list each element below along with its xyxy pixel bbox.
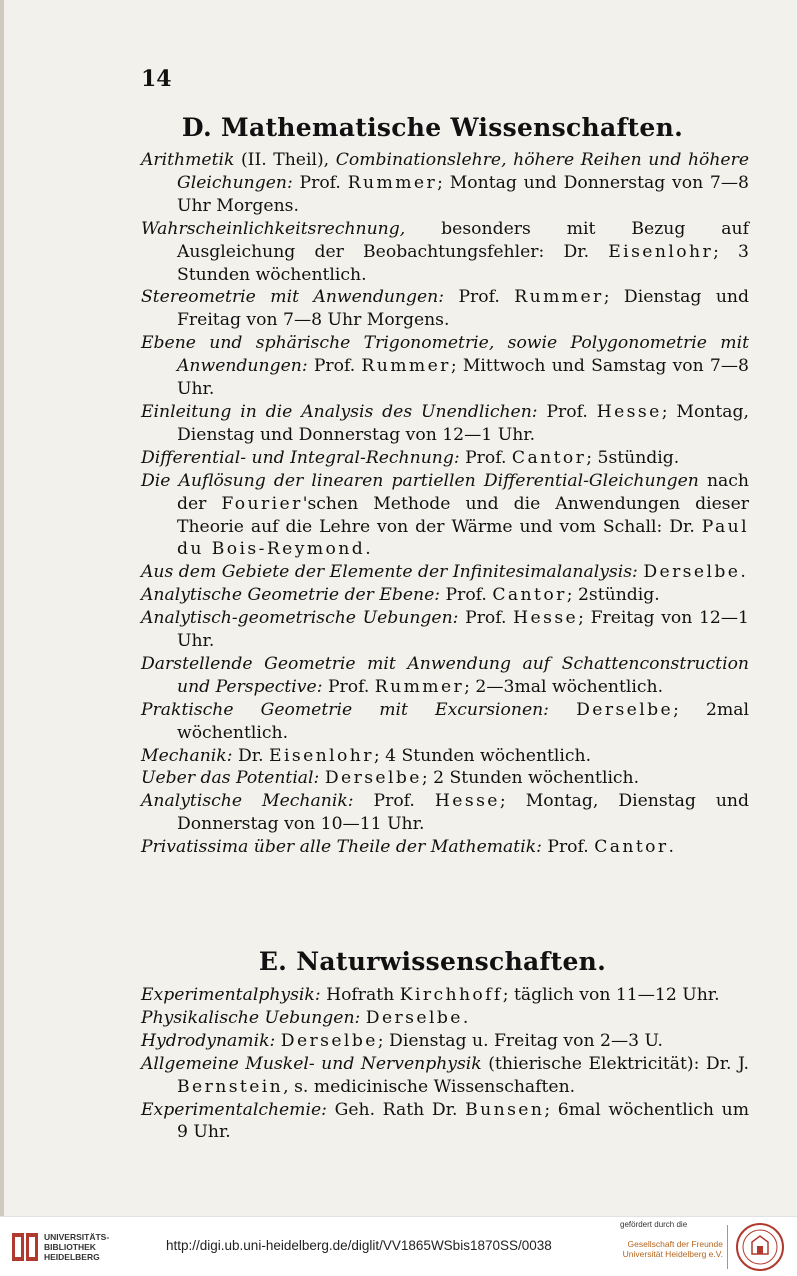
lecturer-name: Derselbe <box>643 562 741 583</box>
course-entry <box>141 286 749 332</box>
course-entry <box>141 1007 749 1030</box>
course-text <box>549 700 576 720</box>
course-text: ; Dienstag u. Freitag von 2—3 U. <box>377 1030 663 1051</box>
lecturer-name: Bernstein <box>177 1076 284 1097</box>
course-title: Darstellende Geometrie mit Anwendung auf Schattenconstruction und Perspective: <box>141 653 749 697</box>
course-text: Prof. <box>322 676 375 697</box>
course-entry <box>141 218 749 287</box>
lecturer-name: Eisenlohr <box>608 241 714 262</box>
course-entry <box>141 447 749 470</box>
lecturer-name: Bunsen <box>465 1099 545 1120</box>
lecturer-name: Kirchhoff <box>399 985 503 1005</box>
course-text: ; Freitag von 12—1 Uhr. <box>177 608 749 652</box>
course-title: Die Auflösung der linearen partiellen Differential-Gleichungen <box>141 470 699 491</box>
course-entry <box>141 984 749 1007</box>
course-text: . <box>668 837 675 858</box>
course-entry <box>141 149 749 218</box>
lecturer-name: Rummer <box>374 676 465 697</box>
course-text: ; Montag und Donnerstag von 7—8 Uhr Morgens. <box>177 172 749 216</box>
course-text: ; täglich von 11—12 Uhr. <box>502 985 720 1005</box>
library-logo-icon <box>10 1229 40 1265</box>
library-name-line: UNIVERSITÄTS- <box>44 1232 110 1242</box>
course-title: Ueber das Potential: <box>141 768 320 789</box>
course-title: Aus dem Gebiete der Elemente der Infinitesimalanalysis: <box>141 562 638 583</box>
permalink-url[interactable]: http://digi.ub.uni-heidelberg.de/diglit/VV1865WSbis1870SS/0038 <box>166 1238 552 1253</box>
course-text: ; Dienstag und Freitag von 7—8 Uhr Morgens. <box>177 287 749 331</box>
course-entry <box>141 332 749 401</box>
course-text: Prof. <box>458 608 514 629</box>
course-entry <box>141 584 749 607</box>
course-entry <box>141 745 749 768</box>
course-title: Physikalische Uebungen: <box>141 1007 361 1028</box>
funded-by-label: gefördert durch die <box>620 1220 688 1229</box>
course-text: ; 3 Stunden wöchentlich. <box>177 241 749 285</box>
course-entry <box>141 699 749 745</box>
course-title: Analytisch-geometrische Uebungen: <box>141 608 459 629</box>
lecturer-name: Rummer <box>361 356 451 377</box>
course-text: Geh. Rath Dr. <box>326 1099 466 1120</box>
course-entry <box>141 1053 749 1099</box>
course-text: , s. medicinische Wissenschaften. <box>283 1076 576 1097</box>
course-text: . <box>365 539 371 560</box>
section-heading-e: E. Naturwissenschaften. <box>258 947 607 976</box>
course-entry <box>141 836 749 859</box>
course-text: ; 5stündig. <box>586 447 680 468</box>
course-entry <box>141 653 749 699</box>
course-text: Prof. <box>440 585 493 606</box>
lecturer-name: Rummer <box>347 172 438 193</box>
lecturer-name: Cantor <box>492 585 567 606</box>
course-title: Allgemeine Muskel- und Nervenphysik <box>141 1053 482 1074</box>
page-number: 14 <box>141 66 172 92</box>
course-title: Einleitung in die Analysis des Unendlichen: <box>141 401 538 422</box>
course-title: Analytische Geometrie der Ebene: <box>141 585 441 606</box>
course-text: Prof. <box>541 837 595 858</box>
course-list-e <box>141 984 749 1144</box>
course-title: Mechanik: <box>141 745 233 766</box>
course-entry <box>141 607 749 653</box>
lecturer-name: Derselbe <box>280 1030 378 1051</box>
course-text: . <box>462 1007 469 1028</box>
lecturer-name: Hesse <box>434 791 500 812</box>
course-title: Hydrodynamik: <box>141 1030 276 1051</box>
course-entry <box>141 1030 749 1053</box>
course-text: Prof. <box>353 791 435 812</box>
course-entry <box>141 470 749 562</box>
course-title: Analytische Mechanik: <box>141 791 354 812</box>
lecturer-name: Hesse <box>596 401 662 422</box>
course-entry <box>141 401 749 447</box>
lecturer-name: Fourier <box>221 493 303 514</box>
course-text: Prof. <box>307 356 362 377</box>
course-title: Wahrscheinlichkeitsrechnung, <box>141 218 406 239</box>
course-title: Privatissima über alle Theile der Mathematik: <box>141 837 542 858</box>
lecturer-name: Hesse <box>513 608 579 629</box>
lecturer-name: Cantor <box>511 447 587 468</box>
university-seal-icon <box>735 1222 785 1272</box>
course-title: Arithmetik <box>141 150 235 170</box>
sponsor-name-line: Universität Heidelberg e.V. <box>622 1249 723 1259</box>
library-name-line: BIBLIOTHEK <box>44 1242 96 1252</box>
course-text: Prof. <box>444 287 515 308</box>
course-text: ; 2—3mal wöchentlich. <box>464 676 664 697</box>
course-title: Differential- und Integral-Rechnung: <box>141 447 460 468</box>
course-title: Praktische Geometrie mit Excursionen: <box>141 699 549 720</box>
library-name-line: HEIDELBERG <box>44 1252 100 1262</box>
course-text: Prof. <box>537 401 597 422</box>
course-title: Experimentalchemie: <box>141 1099 327 1120</box>
course-text: (II. Theil), <box>234 150 336 170</box>
course-entry <box>141 561 749 584</box>
course-text: . <box>740 562 746 583</box>
sponsor-name-line: Gesellschaft der Freunde <box>627 1239 723 1249</box>
lecturer-name: Derselbe <box>365 1007 463 1028</box>
course-text: Hofrath <box>320 985 400 1005</box>
lecturer-name: Paul du Bois-Reymond <box>177 516 749 560</box>
lecturer-name: Rummer <box>514 287 604 308</box>
course-text: ; 2 Stunden wöchentlich. <box>421 768 640 789</box>
lecturer-name: Derselbe <box>576 699 674 720</box>
course-title: Combinationslehre, höhere Reihen und höhere Gleichungen: <box>177 150 749 193</box>
section-heading-d: D. Mathematische Wissenschaften. <box>181 113 684 142</box>
course-title: Ebene und sphärische Trigonometrie, sowie Polygonometrie mit Anwendungen: <box>141 333 749 377</box>
footer-divider <box>727 1225 728 1269</box>
footer-bar <box>0 1216 797 1276</box>
course-title: Experimentalphysik: <box>141 985 321 1005</box>
course-entry <box>141 1099 749 1145</box>
course-text: ; 4 Stunden wöchentlich. <box>373 745 592 766</box>
lecturer-name: Derselbe <box>324 768 422 789</box>
course-text: ; 2mal wöchentlich. <box>177 699 749 743</box>
course-entry <box>141 767 749 790</box>
course-text: ; 2stündig. <box>566 585 660 606</box>
sponsor-name <box>623 1239 723 1259</box>
course-text: Prof. <box>292 172 348 193</box>
course-text: ; 6mal wöchentlich um 9 Uhr. <box>177 1099 749 1143</box>
course-text: besonders mit Bezug auf Ausgleichung der Beobachtungsfehler: Dr. <box>177 218 749 262</box>
course-text: (thierische Elektricität): Dr. J. <box>481 1053 750 1074</box>
course-text: ; Mittwoch und Samstag von 7—8 Uhr. <box>177 356 749 400</box>
course-entry <box>141 790 749 836</box>
course-text: ; Montag, Dienstag und Donnerstag von 12—1 Uhr. <box>177 401 749 445</box>
course-text: Dr. <box>232 745 269 766</box>
course-text: Prof. <box>459 447 512 468</box>
lecturer-name: Cantor <box>594 837 669 858</box>
library-name <box>44 1232 109 1262</box>
course-text: 'schen Methode und die Anwendungen dieser Theorie auf die Lehre von der Wärme und vom Schall: Dr. <box>177 493 750 537</box>
course-text: ; Montag, Dienstag und Donnerstag von 10—11 Uhr. <box>177 791 749 835</box>
lecturer-name: Eisenlohr <box>269 745 374 766</box>
course-list-d <box>141 149 749 859</box>
course-title: Stereometrie mit Anwendungen: <box>141 287 445 308</box>
course-text: nach der <box>177 470 749 514</box>
